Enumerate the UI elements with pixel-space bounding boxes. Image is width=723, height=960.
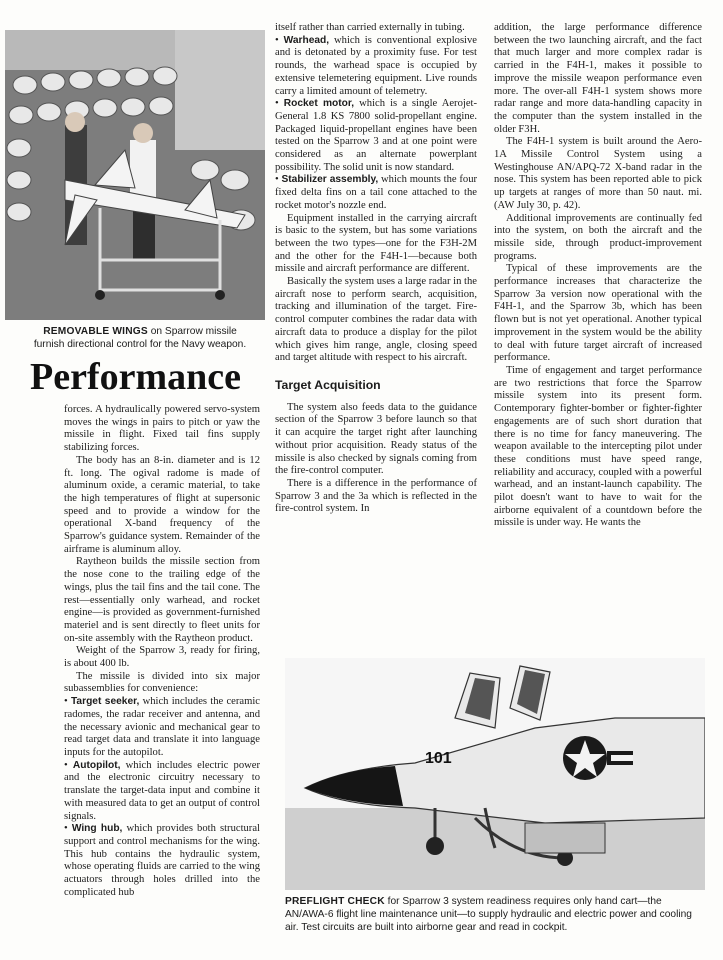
bottom-caption-text: for Sparrow 3 system readiness requires only hand cart—the AN/AWA-6 flight line maintenance unit—to supply hydraulic and electric power and cooling air. Test circuits are built into airborne gear and read in cockpit. <box>285 896 692 933</box>
bullet-text: which is a single Aerojet-General 1.8 KS 7800 solid-propellant engine. Packaged liquid-propellant engines have been tested on the Sparrow 3 and at one point were considered as an alternate powerplant possibility. The solid unit is now standard. <box>275 98 477 173</box>
col1-paragraph: Weight of the Sparrow 3, ready for firing, is about 400 lb. <box>64 645 260 670</box>
bullet-text: which includes the ceramic radomes, the radar receiver and antenna, and the necessary avionic and mechanical gear to read target data and translate it into language inputs for the autopilot. <box>64 696 260 758</box>
column-3 <box>494 22 702 530</box>
col1-paragraph: The missile is divided into six major subassemblies for convenience: <box>64 670 260 695</box>
col2-paragraph: There is a difference in the performance of Sparrow 3 and the 3a which is reflected in the fire-control system. In <box>275 477 477 515</box>
bullet-title: Wing hub, <box>71 823 123 835</box>
aircraft-number: 101 <box>425 750 452 767</box>
col1-bullet: • Autopilot, which includes electric power and the electronic circuitry necessary to translate the target-data input and combine it with measured data to get an output of control signals. <box>64 759 261 822</box>
col3-paragraph: Time of engagement and target performance are two restrictions that force the Sparrow missile system into its present form. Contemporary fighter-bomber or fighter-fighter engagements are of such short duration that there is no time for fancy maneuvering. The weapon available to the intercepting pilot under these conditions must have speed range, reliability and accuracy, coupled with a powerful warhead, and an instant-launch capability. The pilot doesn't want to have to wait for the airborne equivalent of a countdown before the missile is under way. He wants the <box>494 364 702 529</box>
section-subhead: Target Acquisition <box>275 377 381 392</box>
bullet-title: Stabilizer assembly, <box>281 174 379 186</box>
col2-bullet: • Warhead, which is conventional explosive and is detonated by a proximity fuse. For test rounds, the warhead space is occupied by extensive telemetering equipment. Live rounds carry a limited amount of telemetry. <box>275 34 478 97</box>
col1-paragraph: The body has an 8-in. diameter and is 12 ft. long. The ogival radome is made of aluminum oxide, a ceramic material, to take the high temperatures of flight at supersonic speed and to provide a window for the operational X-band frequency of the Sparrow's guidance system. Remainder of the airframe is aluminum alloy. <box>64 454 260 555</box>
column-2 <box>275 22 477 516</box>
col2-paragraph: itself rather than carried externally in tubing. <box>275 22 465 33</box>
bullet-title: Rocket motor, <box>283 98 355 110</box>
col3-paragraph: Additional improvements are continually fed into the system, on both the aircraft and the missile side, through product-improvement programs. <box>494 212 702 262</box>
col3-paragraph: The F4H-1 system is built around the Aero-1A Missile Control System using a Westinghouse AN/APQ-72 X-band radar in the nose. This system has been reported able to pick up targets at ranges of more than 50 naut. mi. (AW July 30, p. 42). <box>494 136 702 211</box>
fighter-jet-illustration <box>285 658 705 890</box>
bottom-caption-title: PREFLIGHT CHECK <box>285 896 385 907</box>
col3-paragraph: Typical of these improvements are the performance increases that characterize the Sparrow 3a version now operational with the F4H-1, and the Sparrow 3b, which has been flown but is not yet operational. Another typical improvement in the system would be the ability to deal with future target aircraft of increased performance. <box>494 263 702 364</box>
page-headline: Performance <box>30 356 241 398</box>
col1-paragraph: forces. A hydraulically powered servo-system moves the wings in pairs to pitch or yaw the missile in flight. Fixed tail fins supply stabilizing forces. <box>64 404 260 454</box>
bullet-title: Autopilot, <box>72 759 121 771</box>
top-caption-text: on Sparrow missile furnish directional control for the Navy weapon. <box>33 326 247 350</box>
top-caption-title: REMOVABLE WINGS <box>43 326 148 337</box>
col2-paragraph: Equipment installed in the carrying aircraft is basic to the system, but has some variations between the two types—one for the F3H-2M and the other for the F4H-1—because both missile and aircraft performance are different. <box>275 212 477 275</box>
bullet-text: which includes electric power and the electronic circuitry necessary to translate the target-data input and combine it with measured data to get an output of control signals. <box>64 759 261 822</box>
fighter-jet-photo <box>285 658 705 890</box>
bottom-photo-caption <box>285 895 705 934</box>
missile-warehouse-photo <box>5 30 265 320</box>
bullet-text: which provides both structural support and control mechanisms for the wing. This hub contains the hydraulic system, whose operating fluids are carried to the wing actuators through holes drilled into the complicated hub <box>64 823 260 898</box>
col3-paragraph: addition, the large performance difference between the two launching aircraft, and the fact that much larger and more complex radar is carried in the F4H-1, makes it possible to improve the missile weapon performance even more. The over-all F4H-1 system shows more radar range and more data-handling capacity in the computer than the system installed in the older F3H. <box>494 22 702 135</box>
col2-bullet: • Stabilizer assembly, which mounts the four fixed delta fins on a tail cone attached to the rocket motor's nozzle end. <box>275 174 478 211</box>
col2-paragraph: Basically the system uses a large radar in the aircraft nose to perform search, acquisition, tracking and illumination of the target. Fire-control computer combines the radar data with aircraft data to produce a display for the pilot which gives him range, angle, closing speed and target altitude with respect to his aircraft. <box>275 276 477 364</box>
col1-bullet: • Target seeker, which includes the ceramic radomes, the radar receiver and antenna, and the necessary avionic and mechanical gear to read target data and translate it into language inputs for the autopilot. <box>64 696 260 758</box>
col1-bullet: • Wing hub, which provides both structural support and control mechanisms for the wing. This hub contains the hydraulic system, whose operating fluids are carried to the wing actuators through holes drilled into the complicated hub <box>64 823 260 898</box>
col2-bullet: • Rocket motor, which is a single Aerojet-General 1.8 KS 7800 solid-propellant engine. Packaged liquid-propellant engines have been tested on the Sparrow 3 and at one point were considered as an alternate powerplant possibility. The solid unit is now standard. <box>275 98 477 173</box>
col1-paragraph: Raytheon builds the missile section from the nose cone to the trailing edge of the wings, plus the tail fins and the tail cone. The rest—essentially only warhead, and rocket engine—is provided as government-furnished materiel and is sent directly to fleet units for on-site assembly with the Raytheon product. <box>64 556 260 644</box>
column-1 <box>64 404 260 899</box>
bullet-text: which is conventional explosive and is detonated by a proximity fuse. For test rounds, the warhead space is occupied by extensive telemetering equipment. Live rounds carry a limited amount of telemetry. <box>275 34 478 97</box>
missile-warehouse-illustration <box>5 30 265 320</box>
bullet-text: which mounts the four fixed delta fins on a tail cone attached to the rocket motor's nozzle end. <box>275 174 478 211</box>
col2-paragraph: The system also feeds data to the guidance section of the Sparrow 3 before launch so that it can acquire the target right after launching without prior acquisition. Ready status of the missile is also checked by signals coming from the fire-control computer. <box>275 401 477 477</box>
bullet-title: Warhead, <box>283 34 330 46</box>
top-photo-caption <box>30 325 250 351</box>
bullet-title: Target seeker, <box>70 696 140 708</box>
